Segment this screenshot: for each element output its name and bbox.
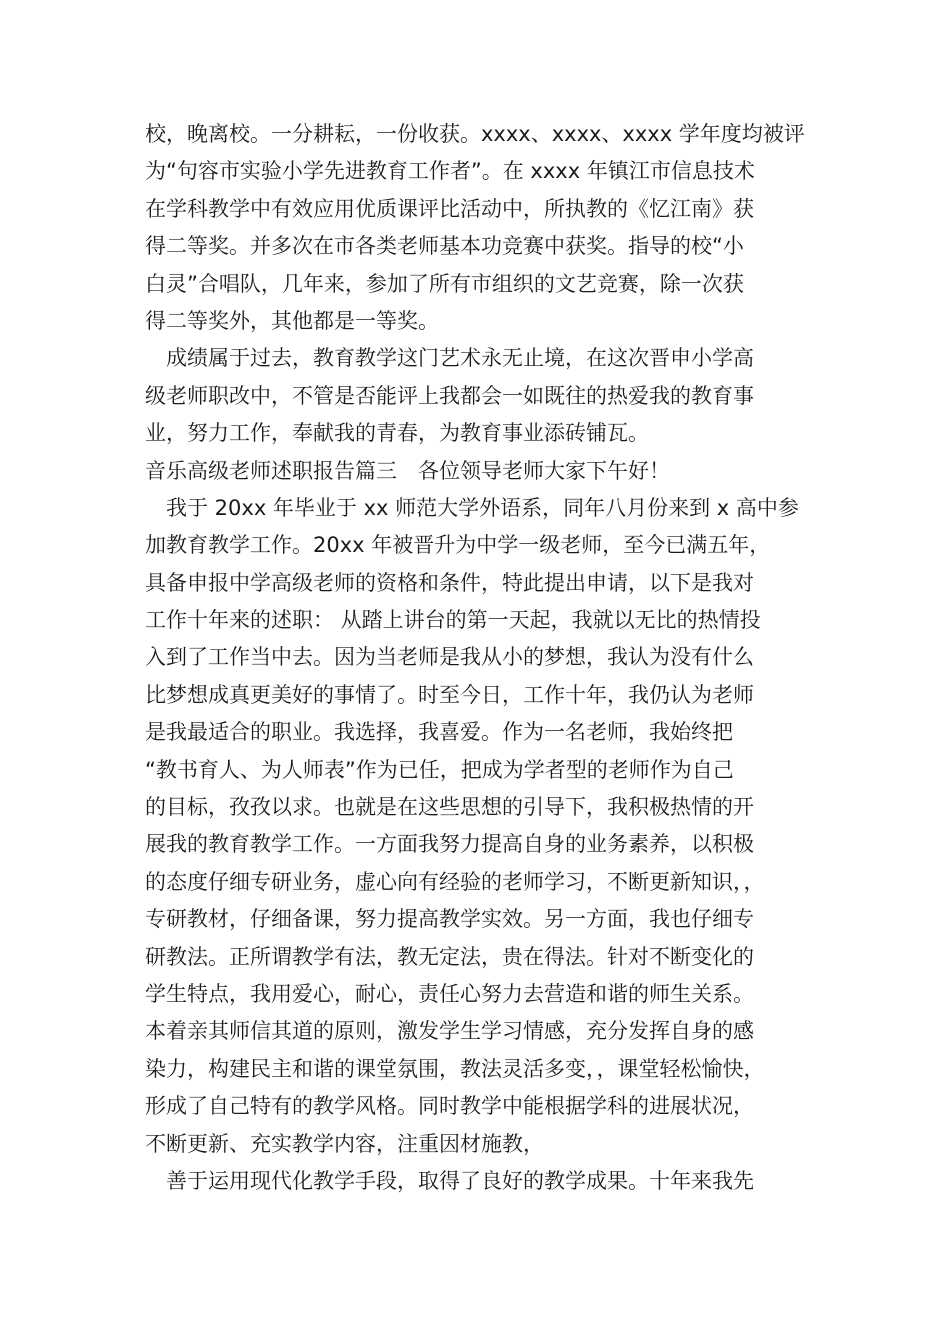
text-line: 善于运用现代化教学手段，取得了良好的教学成果。十年来我先 [145, 1168, 754, 1193]
text-line: 我于 20xx 年毕业于 xx 师范大学外语系，同年八月份来到 x 高中参 [145, 495, 799, 520]
text-line: 级老师职改中，不管是否能评上我都会一如既往的热爱我的教育事 [145, 383, 754, 408]
text-line: 展我的教育教学工作。一方面我努力提高自身的业务素养，以积极 [145, 832, 754, 857]
text-line: 工作十年来的述职： 从踏上讲台的第一天起，我就以无比的热情投 [145, 608, 761, 633]
text-line: “教书育人、为人师表”作为已任，把成为学者型的老师作为自己 [145, 757, 734, 782]
text-line: 白灵”合唱队，几年来，参加了所有市组织的文艺竞赛，除一次获 [145, 271, 744, 296]
text-line: 具备申报中学高级老师的资格和条件，特此提出申请，以下是我对 [145, 570, 754, 595]
text-line: 入到了工作当中去。因为当老师是我从小的梦想，我认为没有什么 [145, 645, 754, 670]
text-line: 加教育教学工作。20xx 年被晋升为中学一级老师，至今已满五年， [145, 533, 771, 558]
text-line: 染力，构建民主和谐的课堂氛围，教法灵活多变，，课堂轻松愉快， [145, 1056, 765, 1081]
text-line: 研教法。正所谓教学有法，教无定法，贵在得法。针对不断变化的 [145, 944, 754, 969]
text-line: 在学科教学中有效应用优质课评比活动中，所执教的《忆江南》获 [145, 196, 754, 221]
text-line: 的态度仔细专研业务，虚心向有经验的老师学习，不断更新知识，， [145, 869, 765, 894]
text-line: 形成了自己特有的教学风格。同时教学中能根据学科的进展状况， [145, 1094, 754, 1119]
text-line: 为“句容市实验小学先进教育工作者”。在 xxxx 年镇江市信息技术 [145, 159, 755, 184]
text-line: 业，努力工作，奉献我的青春，为教育事业添砖铺瓦。 [145, 421, 649, 446]
text-line: 得二等奖外，其他都是一等奖。 [145, 308, 439, 333]
text-line: 不断更新、充实教学内容，注重因材施教， [145, 1131, 544, 1156]
section-heading: 音乐高级老师述职报告篇三 各位领导老师大家下午好！ [145, 458, 670, 483]
text-line: 得二等奖。并多次在市各类老师基本功竞赛中获奖。指导的校“小 [145, 234, 744, 259]
document-body [145, 116, 825, 1200]
text-line: 学生特点，我用爱心，耐心，责任心努力去营造和谐的师生关系。 [145, 981, 754, 1006]
text-line: 本着亲其师信其道的原则，激发学生学习情感，充分发挥自身的感 [145, 1019, 754, 1044]
text-line: 成绩属于过去，教育教学这门艺术永无止境，在这次晋申小学高 [145, 346, 754, 371]
text-line: 校，晚离校。一分耕耘，一份收获。xxxx、xxxx、xxxx 学年度均被评 [145, 122, 805, 146]
text-line: 专研教材，仔细备课，努力提高教学实效。另一方面，我也仔细专 [145, 907, 754, 932]
text-line: 的目标，孜孜以求。也就是在这些思想的引导下，我积极热情的开 [145, 795, 754, 820]
text-line: 是我最适合的职业。我选择，我喜爱。作为一名老师，我始终把 [145, 720, 733, 745]
text-line: 比梦想成真更美好的事情了。时至今日，工作十年，我仍认为老师 [145, 682, 754, 707]
